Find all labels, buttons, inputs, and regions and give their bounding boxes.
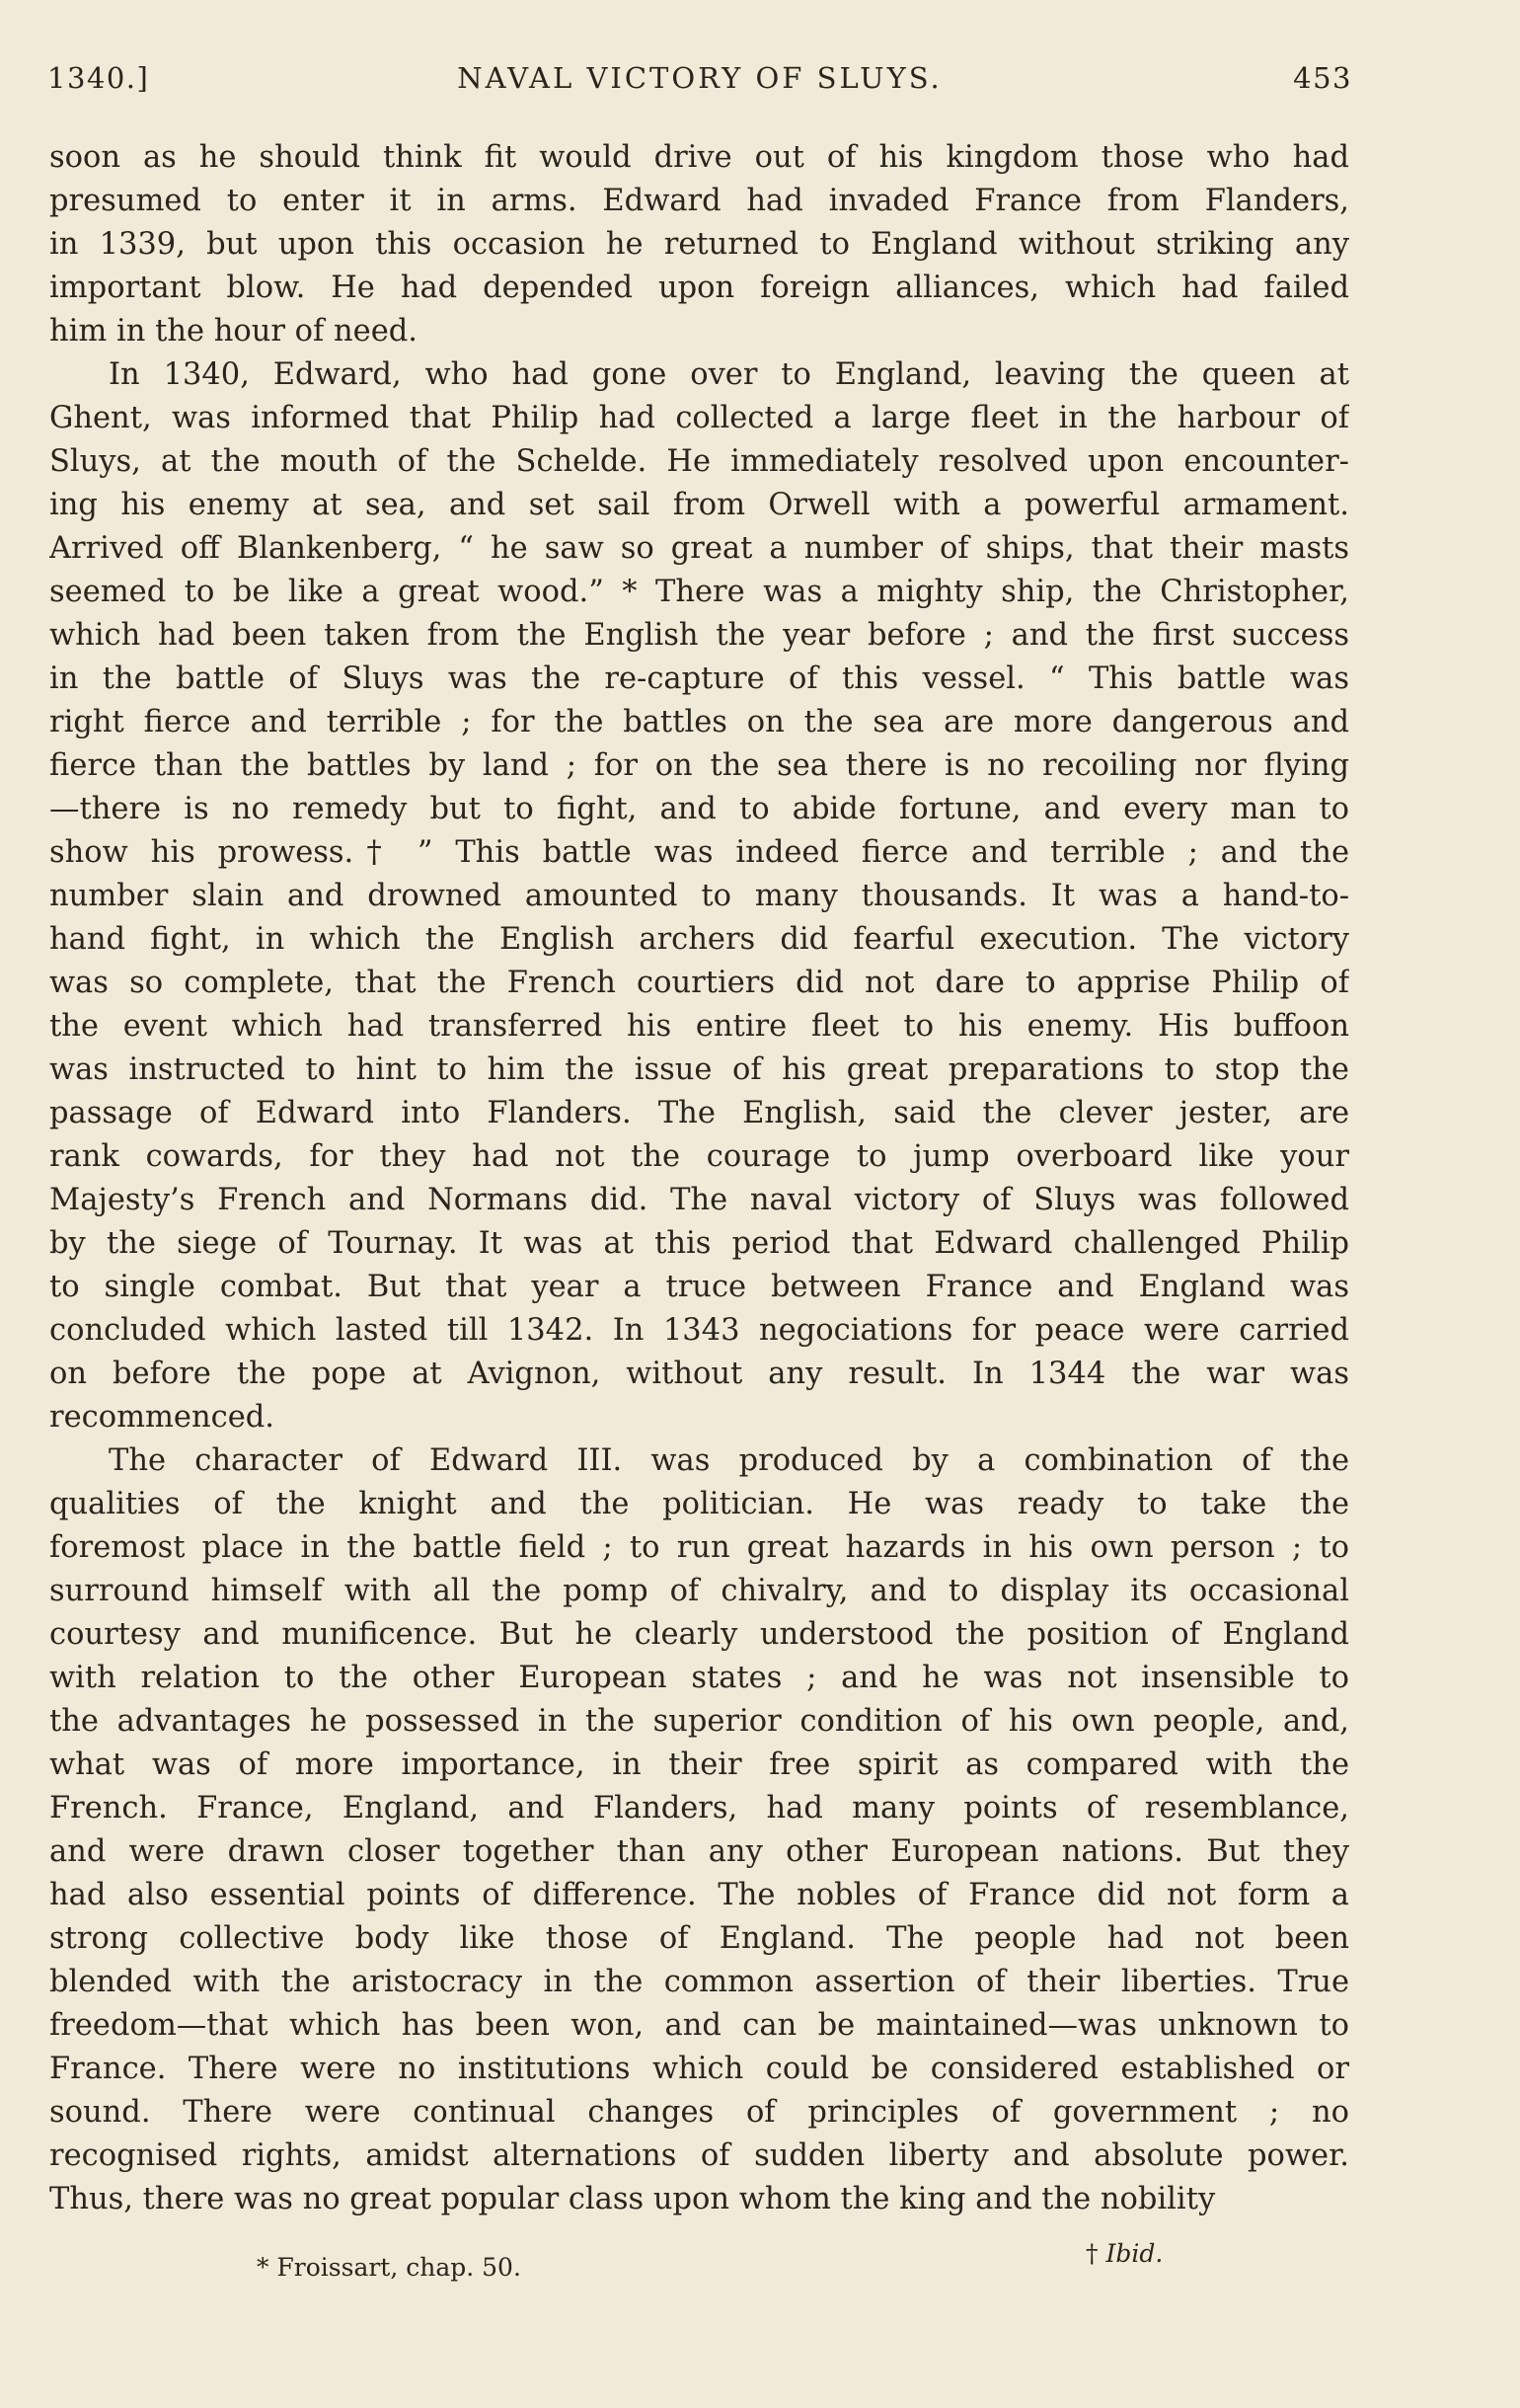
footnote-froissart: * Froissart, chap. 50. [257,2253,521,2282]
text-line: ing his enemy at sea, and set sail from Orwell with a powerful armament. [49,488,1349,522]
text-line: number slain and drowned amounted to many thousands. It was a hand-to- [49,879,1349,913]
text-line: which had been taken from the English the year before ; and the first success [49,618,1349,653]
text-line: freedom—that which has been won, and can be maintained—was unknown to [49,2008,1349,2043]
text-line: blended with the aristocracy in the common assertion of their liberties. True [49,1965,1349,1999]
text-line: presumed to enter it in arms. Edward had invaded France from Flanders, [49,184,1349,218]
text-line: him in the hour of need. [49,314,418,349]
text-line: what was of more importance, in their free spirit as compared with the [49,1748,1349,1782]
text-line: Ghent, was informed that Philip had collected a large fleet in the harbour of [49,401,1349,435]
text-line: concluded which lasted till 1342. In 1343 negociations for peace were carried [49,1313,1349,1348]
text-line: French. France, England, and Flanders, had many points of resemblance, [49,1791,1349,1825]
text-line: right fierce and terrible ; for the battles on the sea are more dangerous and [49,705,1349,739]
text-line: foremost place in the battle field ; to run great hazards in his own person ; to [49,1530,1349,1565]
text-line: had also essential points of difference. The nobles of France did not form a [49,1878,1349,1912]
text-line: fierce than the battles by land ; for on the sea there is no recoiling nor flying [49,748,1349,783]
text-line: was so complete, that the French courtiers did not dare to apprise Philip of [49,966,1349,1000]
text-line: surround himself with all the pomp of chivalry, and to display its occasional [49,1574,1349,1608]
running-header [47,61,1352,105]
text-line: in 1339, but upon this occasion he returned to England without striking any [49,227,1349,262]
body-text [49,136,1349,2221]
text-line: on before the pope at Avignon, without any result. In 1344 the war was [49,1357,1349,1391]
text-line: to single combat. But that year a truce between France and England was [49,1270,1349,1304]
header-title: NAVAL VICTORY OF SLUYS. [457,61,943,95]
text-line: Arrived off Blankenberg, “ he saw so great a number of ships, that their masts [49,531,1349,566]
footnote-dagger: † [1086,2239,1099,2268]
text-line: Thus, there was no great popular class upon whom the king and the nobility [49,2182,1216,2216]
text-line: and were drawn closer together than any other European nations. But they [49,1834,1349,1869]
text-line: seemed to be like a great wood.” * There was a mighty ship, the Christopher, [49,575,1349,609]
text-line: soon as he should think fit would drive out of his kingdom those who had [49,140,1349,175]
text-line: recognised rights, amidst alternations of sudden liberty and absolute power. [49,2138,1349,2173]
page-number: 453 [1293,61,1352,95]
text-line: France. There were no institutions which could be considered established or [49,2052,1349,2086]
text-line: show his prowess.† ” This battle was indeed fierce and terrible ; and the [49,835,1349,870]
footnote-ibid [1086,2239,1163,2268]
text-line: the event which had transferred his entire fleet to his enemy. His buffoon [49,1009,1349,1044]
text-line: rank cowards, for they had not the courage to jump overboard like your [49,1139,1349,1174]
text-line: The character of Edward III. was produced by a combination of the [109,1443,1349,1478]
text-line: with relation to the other European states ; and he was not insensible to [49,1661,1349,1695]
text-line: important blow. He had depended upon foreign alliances, which had failed [49,271,1349,305]
text-line: —there is no remedy but to fight, and to abide fortune, and every man to [49,792,1349,826]
text-line: recommenced. [49,1400,274,1435]
text-line: by the siege of Tournay. It was at this period that Edward challenged Philip [49,1226,1349,1261]
text-line: In 1340, Edward, who had gone over to England, leaving the queen at [109,357,1349,392]
text-line: passage of Edward into Flanders. The English, said the clever jester, are [49,1096,1349,1130]
text-line: qualities of the knight and the politician. He was ready to take the [49,1487,1349,1521]
text-line: Majesty’s French and Normans did. The naval victory of Sluys was followed [49,1183,1349,1217]
text-line: hand fight, in which the English archers did fearful execution. The victory [49,922,1349,957]
text-line: strong collective body like those of England. The people had not been [49,1921,1349,1956]
footnote-ibid-text: Ibid. [1105,2239,1164,2268]
text-line: Sluys, at the mouth of the Schelde. He immediately resolved upon encounter- [49,444,1349,479]
text-line: the advantages he possessed in the superior condition of his own people, and, [49,1704,1349,1739]
header-year: 1340.] [47,61,150,95]
footnotes [49,2239,1349,2282]
text-line: sound. There were continual changes of principles of government ; no [49,2095,1349,2130]
text-line: in the battle of Sluys was the re-capture of this vessel. “ This battle was [49,661,1349,696]
text-line: was instructed to hint to him the issue of his great preparations to stop the [49,1052,1349,1087]
text-line: courtesy and munificence. But he clearly understood the position of England [49,1617,1349,1652]
